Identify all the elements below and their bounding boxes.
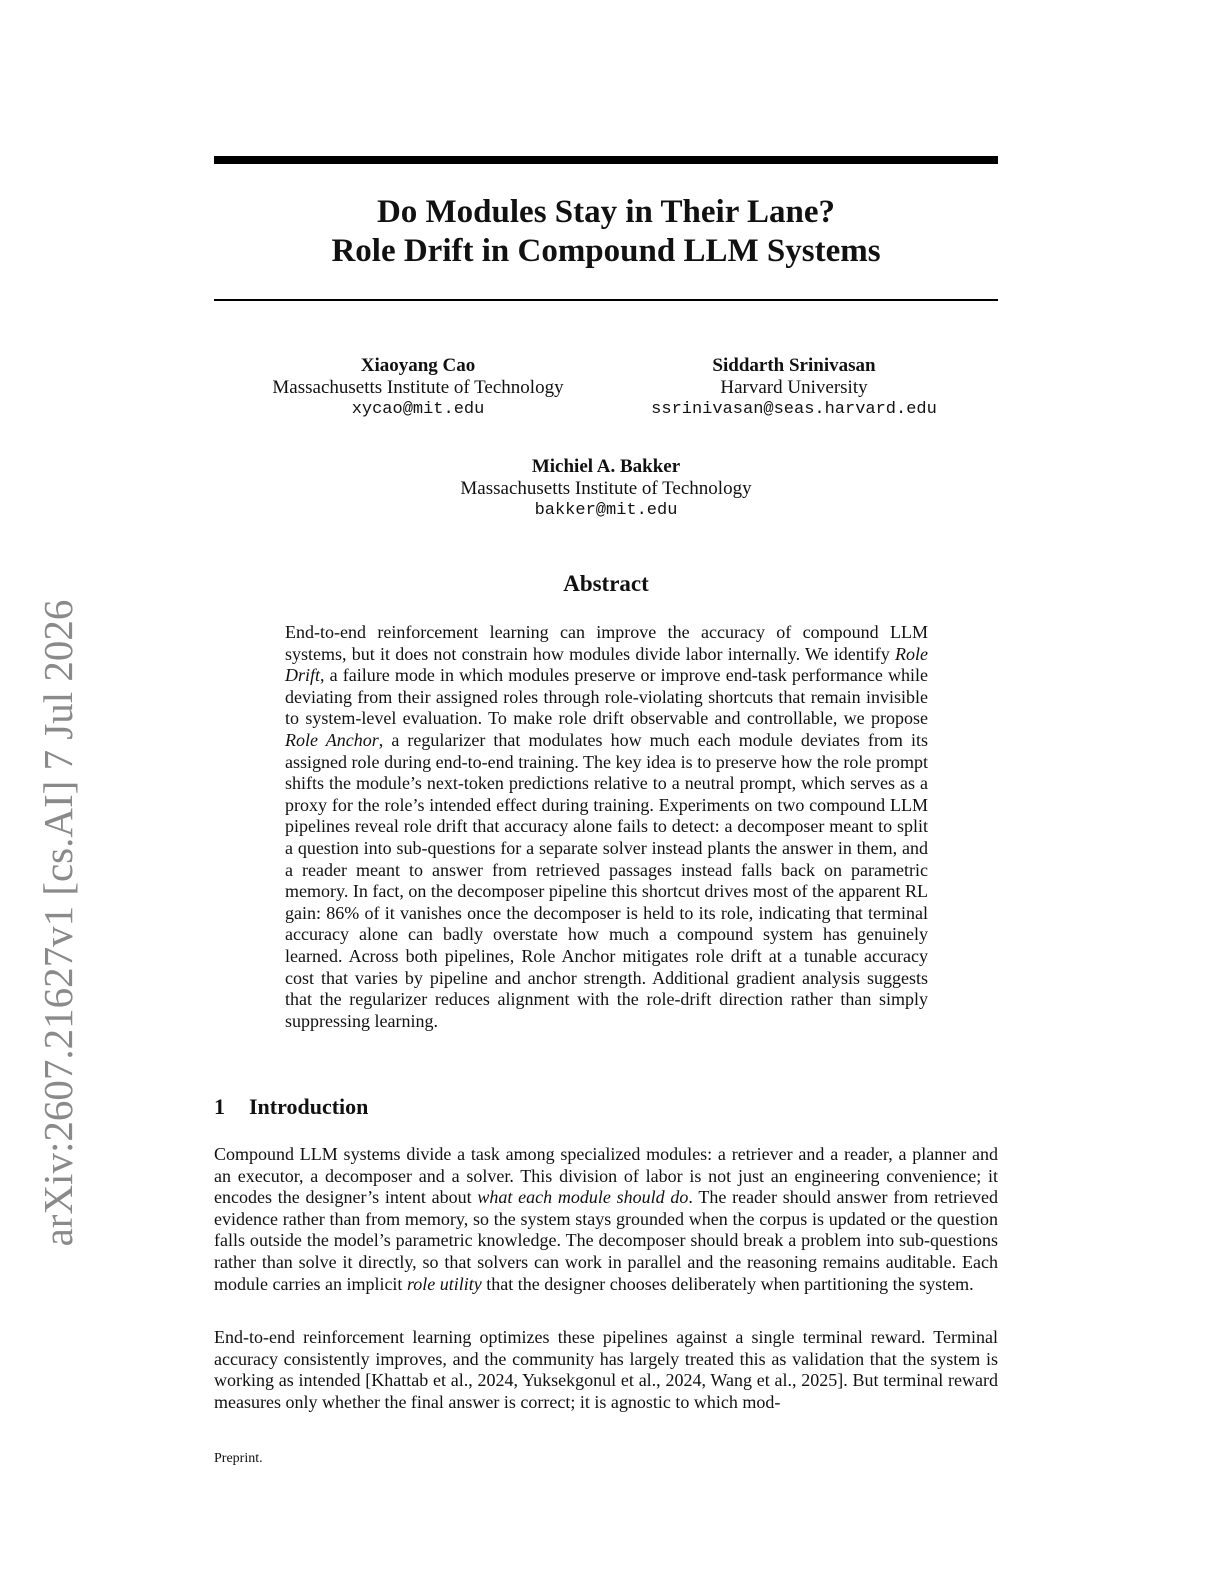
author-affiliation: Massachusetts Institute of Technology [460, 478, 752, 499]
abstract-text: End-to-end reinforcement learning can improve the accuracy of compound LLM systems, but it does not constrain how modules divide labor internally. We identify [285, 622, 928, 664]
author-name: Siddarth Srinivasan [712, 355, 876, 376]
abstract-heading: Abstract [563, 571, 649, 596]
author-block [238, 355, 598, 421]
abstract-text: , a regularizer that modulates how much each module deviates from its assigned role during end-to-end training. The key idea is to preserve how the role prompt shifts the module’s next-token predictions relative to a neutral prompt, which serves as a proxy for the role’s intended effect during training. Experiments on two compound LLM pipelines reveal role drift that accuracy alone fails to detect: a decomposer meant to split a question into sub-questions for a separate solver instead plants the answer in them, and a reader meant to answer from retrieved passages instead falls back on parametric memory. In fact, on the decomposer pipeline this shortcut drives most of the apparent RL gain: 86% of it vanishes once the decomposer is held to its role, indicating that terminal accuracy alone can badly overstate how much a compound system has genuinely learned. Across both pipelines, Role Anchor mitigates role drift at a tunable accuracy cost that varies by pipeline and anchor strength. Additional gradient analysis suggests that the regularizer reduces alignment with the role-drift direction rather than simply suppressing learning. [285, 729, 928, 1031]
paper-title [214, 193, 998, 271]
footer-note: Preprint. [214, 1451, 263, 1466]
abstract-body [285, 622, 928, 1032]
intro-paragraph: End-to-end reinforcement learning optimizes these pipelines against a single terminal reward. Terminal accuracy consistently improves, and the community has largely treated this as validation that the system is working as intended [Khattab et al., 2024, Yuksekgonul et al., 2024, Wang et al., 2025]. But terminal reward measures only whether the final answer is correct; it is agnostic to which mod- [214, 1327, 998, 1412]
paragraph-text: that the designer chooses deliberately when partitioning the system. [481, 1273, 974, 1294]
section-title: Introduction [249, 1094, 369, 1119]
author-block [406, 456, 806, 522]
author-name: Michiel A. Bakker [531, 456, 681, 477]
intro-paragraph [214, 1144, 998, 1295]
title-top-rule [214, 156, 998, 164]
title-bottom-rule [214, 299, 998, 301]
arxiv-identifier-text: arXiv:2607.21627v1 [cs.AI] 7 Jul 2026 [35, 599, 81, 1247]
section-number: 1 [214, 1094, 225, 1119]
abstract-term: Role Drift [285, 643, 928, 686]
abstract-term: Role Anchor [285, 729, 379, 750]
paragraph-text: Compound LLM systems divide a task among specialized modules: a retriever and a reader, a planner and an executor, a decomposer and a solver. This division of labor is not just an engineering convenience; it encodes the designer’s intent about [214, 1144, 998, 1208]
author-block [634, 355, 954, 421]
abstract-text: , a failure mode in which modules preserve or improve end-task performance while deviating from their assigned roles through role-violating shortcuts that remain invisible to system-level evaluation. To make role drift observable and controllable, we propose [285, 665, 928, 729]
arxiv-identifier [34, 600, 82, 1246]
section-heading [214, 1094, 368, 1120]
author-email[interactable]: bakker@mit.edu [534, 501, 678, 520]
author-affiliation: Harvard University [720, 377, 868, 398]
paper-title-line-1: Do Modules Stay in Their Lane? [376, 194, 836, 230]
author-email[interactable]: ssrinivasan@seas.harvard.edu [651, 400, 937, 419]
author-affiliation: Massachusetts Institute of Technology [272, 377, 564, 398]
paragraph-text: . The reader should answer from retrieved evidence rather than from memory, so the system stays grounded when the corpus is updated or the question falls outside the model’s parametric knowledge. The decomposer should break a problem into sub-questions rather than solve it directly, so that solvers can work in parallel and the reasoning remains auditable. Each module carries an implicit [214, 1187, 998, 1294]
author-email[interactable]: xycao@mit.edu [351, 400, 485, 419]
emphasis-text: what each module should do [477, 1187, 689, 1208]
author-name: Xiaoyang Cao [360, 355, 476, 376]
emphasis-text: role utility [406, 1273, 482, 1294]
paper-title-line-2: Role Drift in Compound LLM Systems [331, 233, 881, 269]
